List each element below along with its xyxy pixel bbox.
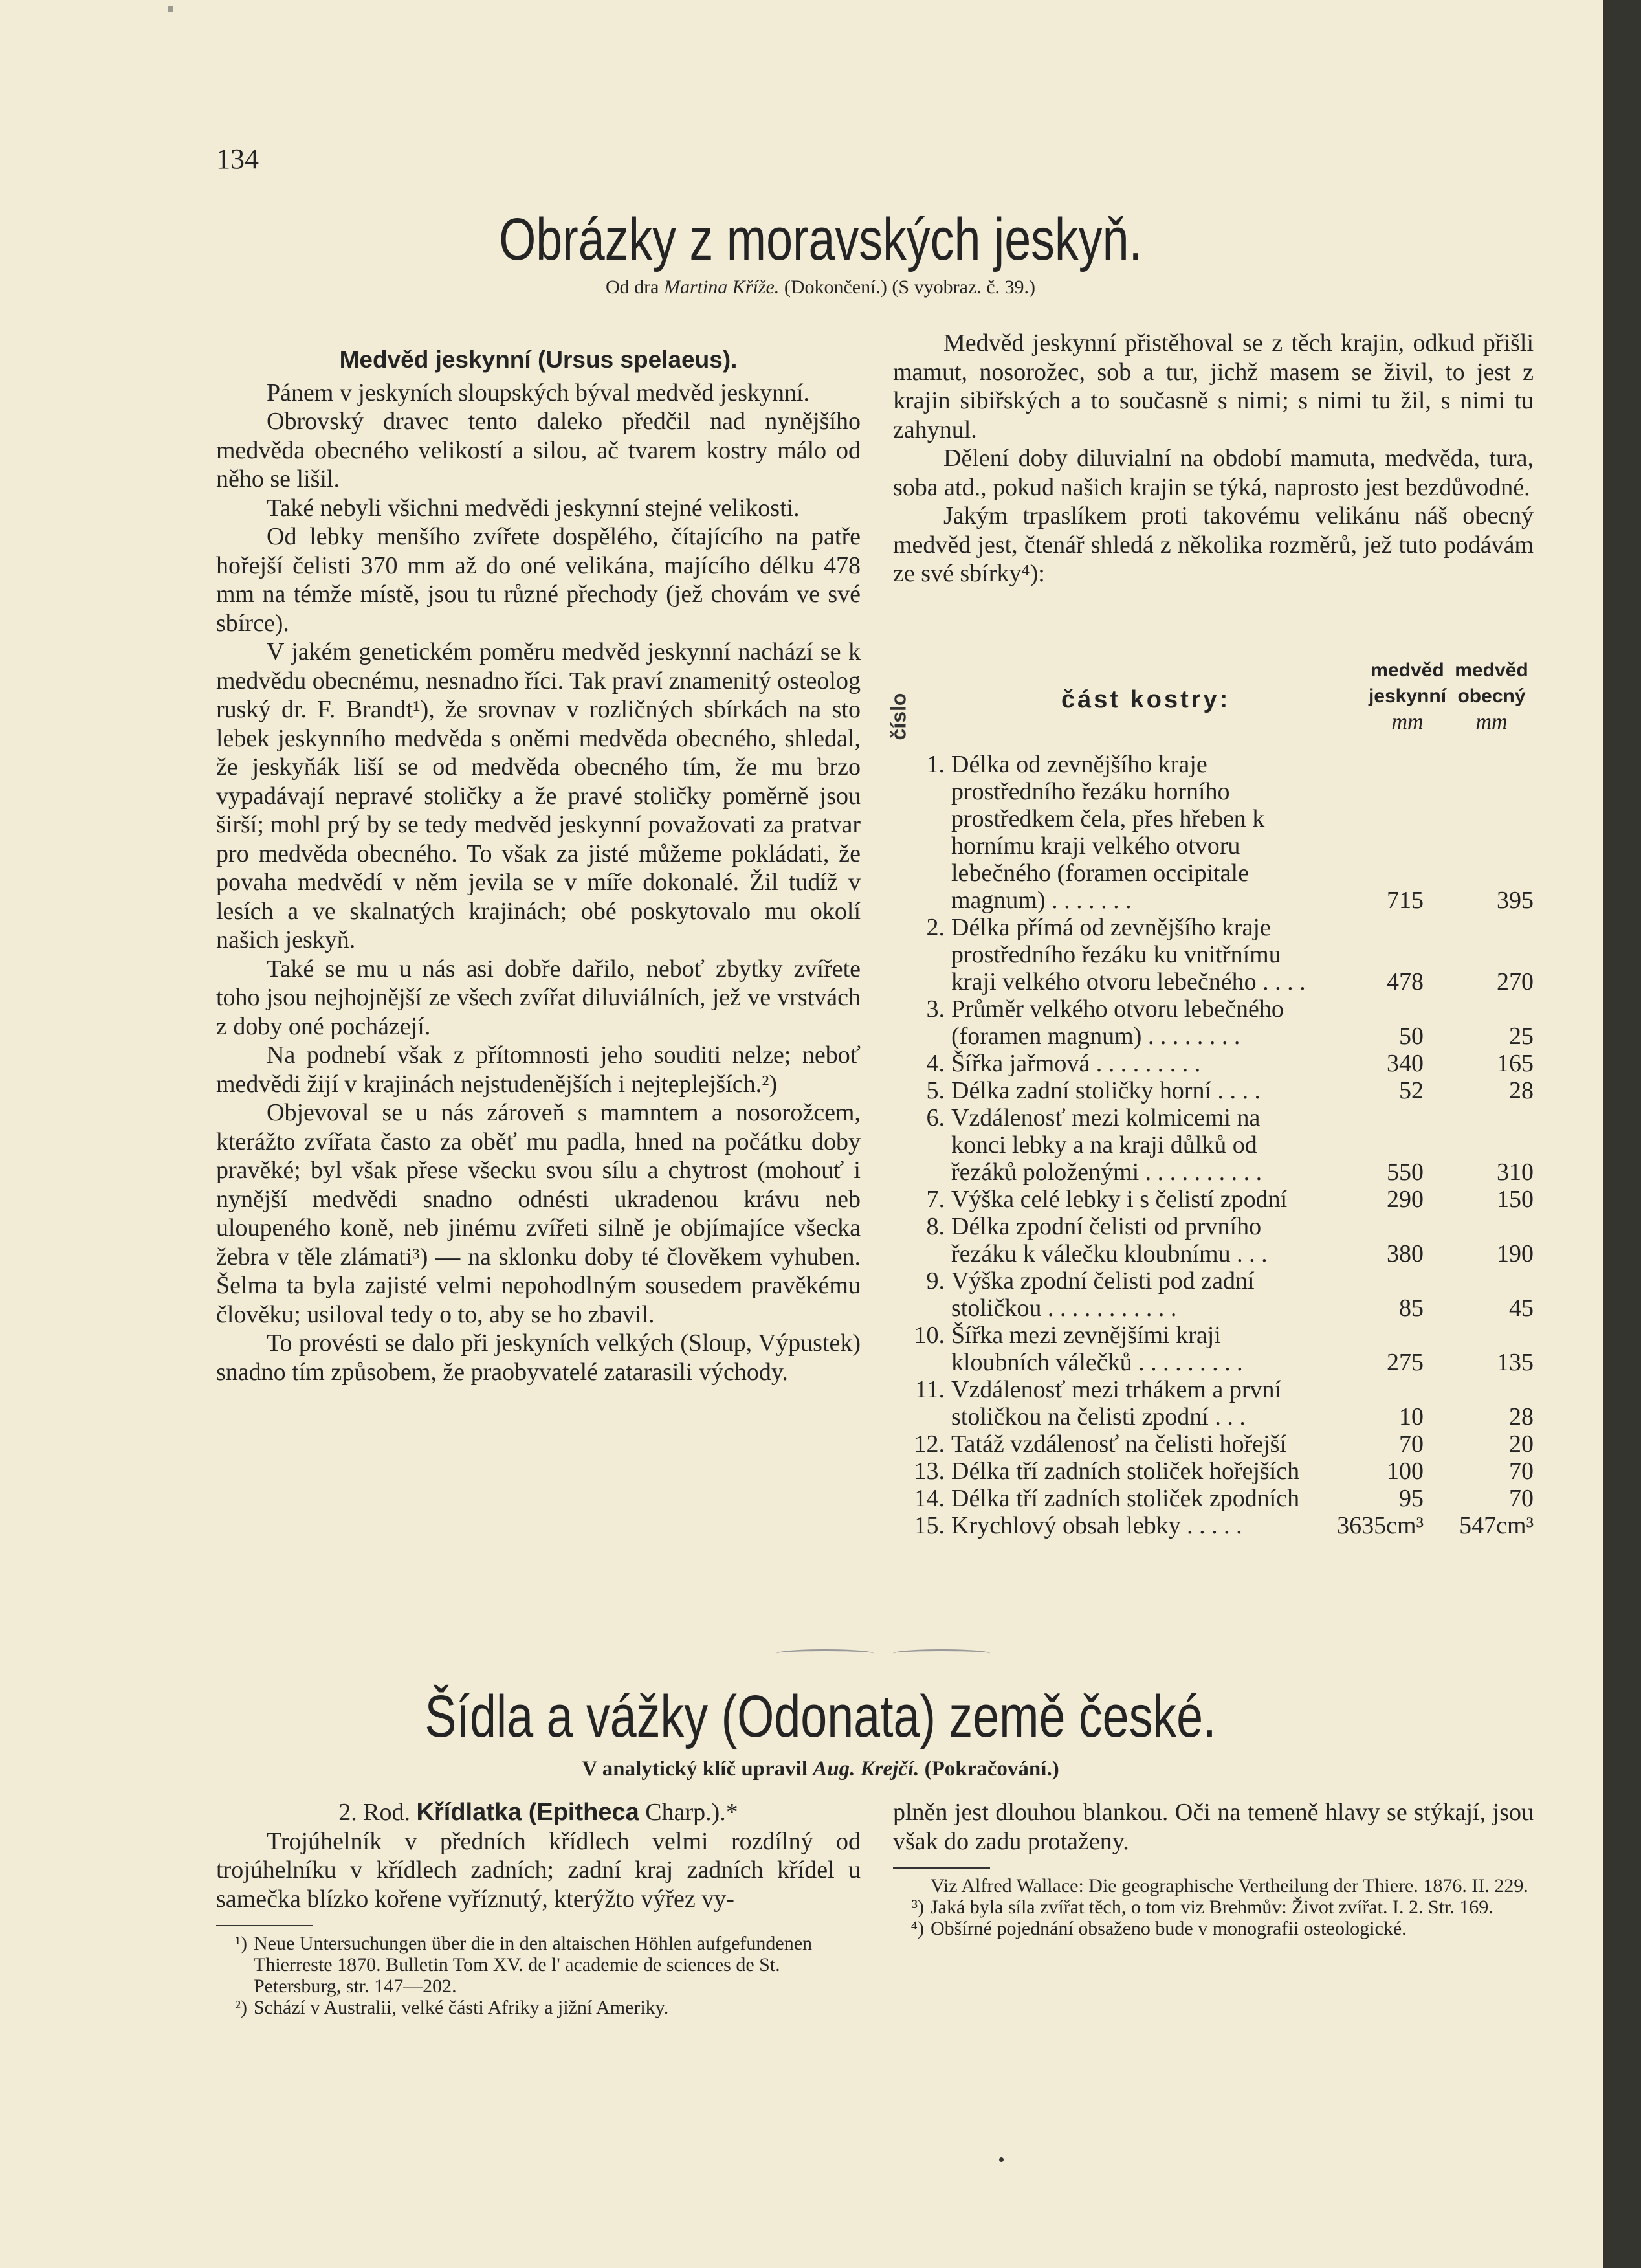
- row-description: Délka zpodní čelisti od prvního řezáku k válečku kloubnímu . . .: [951, 1213, 1268, 1267]
- paragraph: Od lebky menšího zvířete dospělého, čítajícího na patře hořejší čelisti 370 mm až do oné velikána, majícího délku 478 mm na témže místě, jsou tu různé přechody (jež chovám ve své sbírce).: [216, 523, 861, 637]
- table-row: [893, 1376, 1534, 1430]
- footnote-mark: ⁴): [910, 1918, 924, 1939]
- value-cave-bear: 3635cm³: [1337, 1512, 1424, 1539]
- table-row: [893, 1267, 1534, 1322]
- value-cave-bear: 10: [1399, 1403, 1424, 1430]
- row-number: 10.: [914, 1322, 945, 1349]
- value-brown-bear: 395: [1497, 887, 1534, 914]
- table-body: [893, 751, 1534, 1539]
- footnote-text: Jaká byla síla zvířat těch, o tom viz Brehmův: Život zvířat. I. 2. Str. 169.: [931, 1896, 1493, 1918]
- row-description: Délka zadní stoličky horní . . . .: [951, 1077, 1261, 1104]
- paragraph: To provésti se dalo při jeskyních velkých (Sloup, Výpustek) snadno tím způsobem, že praobyvatelé zatarasili východy.: [216, 1329, 861, 1386]
- value-brown-bear: 20: [1509, 1430, 1534, 1458]
- footnote-mark: ³): [912, 1896, 924, 1918]
- divider-ornament: [776, 1649, 874, 1658]
- row-description: Šířka mezi zevnějšími kraji kloubních válečků . . . . . . . . .: [951, 1322, 1243, 1376]
- row-number: 9.: [926, 1267, 945, 1295]
- row-number: 3.: [926, 995, 945, 1023]
- article-title: Šídla a vážky (Odonata) země české.: [424, 1684, 1217, 1750]
- row-number: 15.: [914, 1512, 945, 1539]
- table-row: [893, 1050, 1534, 1077]
- footnote-mark: [893, 1875, 931, 1896]
- article-byline: [0, 276, 1641, 298]
- footnote-rule: [893, 1867, 990, 1869]
- footnote-mark: ²): [235, 1997, 247, 2018]
- byline-suffix: (Pokračování.): [924, 1757, 1059, 1781]
- value-brown-bear: 547cm³: [1459, 1512, 1534, 1539]
- value-brown-bear: 135: [1497, 1349, 1534, 1376]
- value-cave-bear: 50: [1399, 1023, 1424, 1050]
- table-row: [893, 751, 1534, 914]
- header-col-brown-bear: [1449, 658, 1534, 736]
- left-column: [216, 346, 861, 1386]
- scan-edge: [1603, 0, 1641, 2268]
- row-description: Vzdálenosť mezi trhákem a první stoličkou na čelisti zpodní . . .: [951, 1376, 1282, 1430]
- value-brown-bear: 70: [1509, 1458, 1534, 1485]
- article-title: Obrázky z moravských jeskyň.: [499, 206, 1142, 272]
- paragraph: Pánem v jeskyních sloupských býval medvěd jeskynní.: [267, 379, 810, 406]
- value-brown-bear: 28: [1509, 1077, 1534, 1104]
- table-row: [893, 995, 1534, 1050]
- footnote-text: Viz Alfred Wallace: Die geographische Vertheilung der Thiere. 1876. II. 229.: [931, 1875, 1528, 1896]
- table-row: [893, 1104, 1534, 1186]
- footnote: [893, 1875, 1534, 1896]
- footnote: [893, 1896, 1534, 1918]
- footnote-rule: [216, 1925, 313, 1926]
- value-brown-bear: 190: [1497, 1240, 1534, 1267]
- row-description: Délka tří zadních stoliček zpodních: [951, 1485, 1300, 1512]
- footnote-mark: ¹): [235, 1933, 247, 1954]
- byline-suffix: (Dokončení.) (S vyobraz. č. 39.): [784, 276, 1036, 298]
- table-row: [893, 1322, 1534, 1376]
- value-cave-bear: 380: [1387, 1240, 1424, 1267]
- value-brown-bear: 70: [1509, 1485, 1534, 1512]
- left-column: [216, 1798, 861, 2018]
- paragraph: Také se mu u nás asi dobře dařilo, neboť zbytky zvířete toho jsou nejhojnější ze všech zvířat diluviálních, jež ve vrstvách z doby oné pocházejí.: [216, 955, 861, 1040]
- value-cave-bear: 275: [1387, 1349, 1424, 1376]
- footnotes-right: [893, 1875, 1534, 1939]
- right-column: [893, 1798, 1534, 1939]
- footnote: [216, 1997, 861, 2018]
- value-cave-bear: 478: [1387, 968, 1424, 995]
- row-number: 8.: [926, 1213, 945, 1240]
- row-description: Krychlový obsah lebky . . . . .: [951, 1512, 1242, 1539]
- value-brown-bear: 28: [1509, 1403, 1534, 1430]
- row-description: Šířka jařmová . . . . . . . . .: [951, 1050, 1201, 1077]
- row-description: Výška celé lebky i s čelistí zpodní: [951, 1186, 1288, 1213]
- paragraph: Obrovský dravec tento daleko předčil nad nynějšího medvěda obecného velikostí a silou, ač tvarem kostry málo od něho se lišil.: [216, 408, 861, 493]
- genus-prefix: 2. Rod.: [338, 1799, 411, 1826]
- header-col1-label: medvěd jeskynní: [1368, 660, 1447, 707]
- value-brown-bear: 310: [1497, 1159, 1534, 1186]
- byline-prefix: V analytický klíč upravil: [582, 1757, 808, 1781]
- table-row: [893, 1186, 1534, 1213]
- row-number: 11.: [914, 1376, 945, 1403]
- value-cave-bear: 340: [1387, 1050, 1424, 1077]
- row-description: Délka přímá od zevnějšího kraje prostředního řezáku ku vnitřnímu kraji velkého otvoru lebečného . . . .: [951, 914, 1306, 995]
- value-brown-bear: 150: [1497, 1186, 1534, 1213]
- paragraph: plněn jest dlouhou blankou. Oči na temeně hlavy se stýkají, jsou však do zadu protaženy.: [893, 1799, 1534, 1855]
- table-row: [893, 914, 1534, 995]
- value-cave-bear: 550: [1387, 1159, 1424, 1186]
- row-description: Výška zpodní čelisti pod zadní stoličkou . . . . . . . . . . .: [951, 1267, 1255, 1322]
- footnote: [893, 1918, 1534, 1939]
- table-row: [893, 1485, 1534, 1512]
- table-row: [893, 1213, 1534, 1267]
- footnote: [216, 1933, 861, 1997]
- header-part: část kostry:: [1061, 686, 1231, 713]
- row-description: Průměr velkého otvoru lebečného (foramen magnum) . . . . . . . .: [951, 995, 1284, 1050]
- value-brown-bear: 45: [1509, 1295, 1534, 1322]
- row-number: 12.: [914, 1430, 945, 1458]
- header-col2-label: medvěd obecný: [1455, 660, 1528, 707]
- byline-prefix: Od dra: [605, 276, 659, 298]
- value-cave-bear: 95: [1399, 1485, 1424, 1512]
- value-cave-bear: 85: [1399, 1295, 1424, 1322]
- header-unit: mm: [1475, 710, 1508, 734]
- measurement-table: [887, 654, 1534, 1539]
- header-number: číslo: [887, 693, 910, 740]
- row-number: 2.: [926, 914, 945, 941]
- header-col-cave-bear: [1359, 658, 1456, 736]
- byline-author: Aug. Krejčí.: [813, 1757, 920, 1781]
- header-unit: mm: [1391, 710, 1424, 734]
- table-row: [893, 1458, 1534, 1485]
- article-byline: [0, 1757, 1641, 1781]
- divider-ornament: [893, 1649, 990, 1658]
- table-row: [893, 1077, 1534, 1104]
- value-cave-bear: 290: [1387, 1186, 1424, 1213]
- ink-speck: [999, 2157, 1004, 2162]
- row-number: 4.: [926, 1050, 945, 1077]
- value-cave-bear: 52: [1399, 1077, 1424, 1104]
- paragraph: Na podnebí však z přítomnosti jeho souditi nelze; neboť medvědi žijí v krajinách nejstudenějších i nejteplejších.²): [216, 1041, 861, 1098]
- table-header: [887, 654, 1534, 751]
- row-number: 14.: [914, 1485, 945, 1512]
- row-description: Délka tří zadních stoliček hořejších: [951, 1458, 1300, 1485]
- table-row: [893, 1512, 1534, 1539]
- footnotes-left: [216, 1933, 861, 2018]
- value-brown-bear: 165: [1497, 1050, 1534, 1077]
- row-number: 7.: [926, 1186, 945, 1213]
- paragraph: Dělení doby diluvialní na období mamuta, medvěda, tura, soba atd., pokud našich krajin se týká, naprosto jest bezdůvodné.: [893, 445, 1534, 501]
- right-column: [893, 329, 1534, 588]
- genus-name: Křídlatka (Epitheca: [416, 1799, 639, 1826]
- paragraph: Také nebyli všichni medvědi jeskynní stejné velikosti.: [267, 494, 800, 522]
- page-number: 134: [216, 143, 259, 175]
- value-cave-bear: 715: [1387, 887, 1424, 914]
- value-cave-bear: 100: [1387, 1458, 1424, 1485]
- row-number: 13.: [914, 1458, 945, 1485]
- value-brown-bear: 25: [1509, 1023, 1534, 1050]
- footnote-text: Neue Untersuchungen über die in den altaischen Höhlen aufgefundenen Thierreste 1870. Bulletin Tom XV. de l' academie de sciences de St. Petersburg, str. 147—202.: [254, 1933, 813, 1997]
- paragraph: Trojúhelník v předních křídlech velmi rozdílný od trojúhelníku v křídlech zadních; zadní kraj zadních křídel u samečka blízko kořene vyříznutý, kterýžto výřez vy-: [216, 1827, 861, 1913]
- section-heading: Medvěd jeskynní (Ursus spelaeus).: [339, 346, 738, 373]
- row-description: Vzdálenosť mezi kolmicemi na konci lebky a na kraji důlků od řezáků položenými . . . . . . . . . .: [951, 1104, 1262, 1186]
- header-number-cell: [887, 680, 925, 751]
- row-description: Tatáž vzdálenosť na čelisti hořejší: [951, 1430, 1286, 1458]
- footnote-text: Obšírné pojednání obsaženo bude v monografii osteologické.: [931, 1918, 1407, 1939]
- table-row: [893, 1430, 1534, 1458]
- paragraph: Objevoval se u nás zároveň s mamntem a nosorožcem, kterážto zvířata často za oběť mu padla, hned na počátku doby pravěké; byl však přese všecku svou sílu a chytrost (mohouť i nynější medvědi snadno odnésti ukradenou krávu neb uloupeného koně, neb jinému zvířeti silně je objímajíce všecka žebra v těle zlámati³) — na sklonku doby té člověkem vyhuben. Šelma ta byla zajisté velmi nepohodlným sousedem pravěkému člověku; usiloval tedy o to, aby se ho zbavil.: [216, 1099, 861, 1328]
- paragraph: V jakém genetickém poměru medvěd jeskynní nachází se k medvědu obecnému, nesnadno říci. Tak praví znamenitý osteolog ruský dr. F. Brandt¹), že srovnav v rozličných sbírkách na sto lebek jeskynního medvěda s oněmi medvěda obecného, shledal, že jeskyňák liší se od medvěda obecného tím, že mu brzo vypadávají nepravé stoličky a že pravé stoličky poměrně jsou širší; mohl prý by se tedy medvěd jeskynní považovati za pratvar pro medvěda obecného. To však za jisté můžeme pokládati, že povaha medvědí v něm jevila se v míře dokonalé. Žil tudíž v lesích a ve skalnatých krajinách; obé poskytovalo mu okolí našich jeskyň.: [216, 638, 861, 953]
- genus-heading: [216, 1798, 861, 1827]
- scan-mark: [168, 6, 173, 12]
- value-cave-bear: 70: [1399, 1430, 1424, 1458]
- paragraph: Jakým trpaslíkem proti takovému velikánu náš obecný medvěd jest, čtenář shledá z několika rozměrů, jež tuto podávám ze své sbírky⁴):: [893, 502, 1534, 587]
- row-number: 5.: [926, 1077, 945, 1104]
- row-number: 1.: [926, 751, 945, 778]
- byline-author: Martina Kříže.: [663, 276, 780, 298]
- value-brown-bear: 270: [1497, 968, 1534, 995]
- footnote-text: Schází v Australii, velké části Afriky a jižní Ameriky.: [254, 1997, 669, 2018]
- row-description: Délka od zevnějšího kraje prostředního řezáku horního prostředkem čela, přes hřeben k hornímu kraji velkého otvoru lebečného (foramen occipitale magnum) . . . . . . .: [951, 751, 1265, 914]
- row-number: 6.: [926, 1104, 945, 1131]
- paragraph: Medvěd jeskynní přistěhoval se z těch krajin, odkud přišli mamut, nosorožec, sob a tur, jichž masem se živil, to jest z krajin sibiřských a to současně s nimi; s nimi tu žil, s nimi tu zahynul.: [893, 329, 1534, 443]
- genus-suffix: Charp.).*: [645, 1799, 738, 1826]
